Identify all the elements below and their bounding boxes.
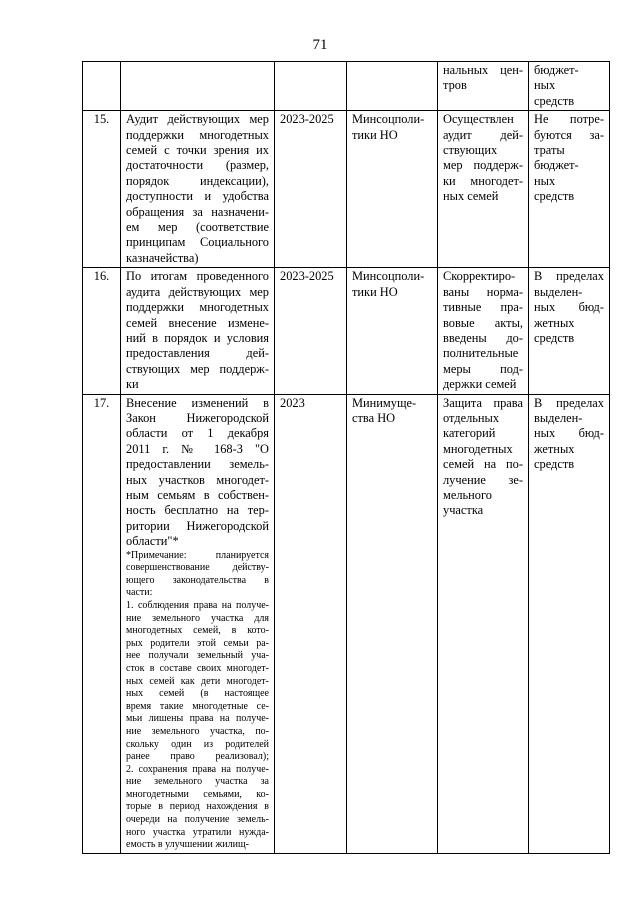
text-line: меры под- bbox=[443, 361, 523, 376]
text-line: ства НО bbox=[352, 410, 396, 425]
text-line: Аудит действующих мер bbox=[126, 112, 269, 127]
text-line: порядок индексации), bbox=[126, 173, 269, 188]
text-line: категорий bbox=[443, 426, 496, 441]
text-line: ных бюд- bbox=[534, 426, 604, 441]
text-line: В пределах bbox=[534, 269, 604, 284]
text-line: поддержки многодетных bbox=[126, 300, 269, 315]
text-line: очереди на получение земель- bbox=[126, 814, 269, 826]
text-line: аудит дей- bbox=[443, 127, 523, 142]
text-line: ритории Нижегородской bbox=[126, 518, 269, 533]
cell-period: 2023 bbox=[275, 394, 347, 853]
text-line: многодетными семьями, ко- bbox=[126, 788, 269, 800]
text-line: Осуществлен bbox=[443, 112, 514, 127]
text-line: тики НО bbox=[352, 127, 398, 142]
text-line: мер поддерж- bbox=[443, 158, 523, 173]
cell-result bbox=[438, 268, 529, 394]
text-line: ранее право реализовал); bbox=[126, 751, 269, 763]
text-line: совершенствование действу- bbox=[126, 562, 269, 574]
text-line: ного участка утратили нужда- bbox=[126, 826, 269, 838]
text-line: достаточности (размер, bbox=[126, 158, 269, 173]
text-line: Минсоцполи- bbox=[352, 269, 425, 284]
cell-funding bbox=[529, 62, 610, 111]
text-line: бюджет- bbox=[534, 158, 579, 173]
page-number: 71 bbox=[312, 37, 328, 53]
text-line: траты bbox=[534, 143, 565, 158]
cell-number: 15. bbox=[83, 111, 121, 268]
text-line: полнительные bbox=[443, 346, 519, 361]
text-line: ние земельного участка, по- bbox=[126, 725, 269, 737]
text-line: бюджет- bbox=[534, 63, 579, 77]
cell-measure bbox=[121, 268, 275, 394]
text-line: ющего законодательства в bbox=[126, 574, 269, 586]
text-line: ных bbox=[534, 78, 556, 93]
text-line: многодетных семей, в кото- bbox=[126, 625, 269, 637]
cell-funding bbox=[529, 394, 610, 853]
text-line: вовые акты, bbox=[443, 315, 523, 330]
text-line: рых родители этой семьи ра- bbox=[126, 637, 269, 649]
text-line: емость в улучшении жилищ- bbox=[126, 839, 250, 851]
text-line: ствующих bbox=[443, 143, 498, 158]
text-line: ки многодет- bbox=[443, 173, 523, 188]
text-line: ние земельного участка для bbox=[126, 612, 269, 624]
text-line: тики НО bbox=[352, 284, 398, 299]
cell-number: 17. bbox=[83, 394, 121, 853]
text-line: По итогам проведенного bbox=[126, 269, 269, 284]
text-line: сток в составе своих многодет- bbox=[126, 662, 269, 674]
text-line: *Примечание: планируется bbox=[126, 549, 269, 561]
text-line: ваны норма- bbox=[443, 284, 523, 299]
text-line: тров bbox=[443, 78, 467, 93]
text-line: участка bbox=[443, 503, 484, 518]
measure-note bbox=[126, 550, 269, 852]
text-line: ным семьям в собствен- bbox=[126, 487, 269, 502]
text-line: области от 1 декабря bbox=[126, 426, 269, 441]
cell-number: 16. bbox=[83, 268, 121, 394]
text-line: аудита действующих мер bbox=[126, 284, 269, 299]
text-line: нальных цен- bbox=[443, 63, 523, 77]
text-line: предоставления дей- bbox=[126, 346, 269, 361]
text-line: мельного bbox=[443, 487, 492, 502]
text-line: буются за- bbox=[534, 127, 604, 142]
text-line: 2. сохранения права на получе- bbox=[126, 763, 269, 775]
cell-funding bbox=[529, 111, 610, 268]
cell-funding bbox=[529, 268, 610, 394]
text-line: ние земельного участка за bbox=[126, 776, 269, 788]
cell-number bbox=[83, 62, 121, 111]
text-line: части: bbox=[126, 587, 153, 599]
text-line: Минимуще- bbox=[352, 395, 417, 410]
text-line: средств bbox=[534, 457, 575, 472]
cell-measure bbox=[121, 394, 275, 853]
text-line: Скорректиро- bbox=[443, 269, 516, 284]
text-line: 1. соблюдения права на получе- bbox=[126, 599, 269, 611]
text-line: ки bbox=[126, 377, 139, 392]
text-line: казначейства) bbox=[126, 250, 199, 265]
text-line: многодетных bbox=[443, 441, 513, 456]
text-line: Минсоцполи- bbox=[352, 112, 425, 127]
text-line: семей внесение измене- bbox=[126, 315, 269, 330]
text-line: выделен- bbox=[534, 410, 583, 425]
text-line: скольку один из родителей bbox=[126, 738, 269, 750]
text-line: принципам Социального bbox=[126, 235, 269, 250]
text-line: 2011 г. № 168-З "О bbox=[126, 441, 269, 456]
text-line: В пределах bbox=[534, 395, 604, 410]
table-row-continuation bbox=[83, 62, 610, 111]
text-line: семей на по- bbox=[443, 457, 523, 472]
cell-executor bbox=[347, 111, 438, 268]
measure-text bbox=[126, 396, 269, 550]
cell-executor bbox=[347, 394, 438, 853]
text-line: ствующих мер поддерж- bbox=[126, 361, 269, 376]
table-row bbox=[83, 394, 610, 853]
cell-executor bbox=[347, 268, 438, 394]
text-line: обращения за назначени- bbox=[126, 204, 269, 219]
text-line: жетных bbox=[534, 315, 575, 330]
text-line: средств bbox=[534, 189, 575, 204]
cell-period bbox=[275, 62, 347, 111]
text-line: ность бесплатно на тер- bbox=[126, 503, 269, 518]
cell-result bbox=[438, 62, 529, 111]
measures-table bbox=[82, 61, 610, 854]
text-line: предоставлении земель- bbox=[126, 457, 269, 472]
text-line: средств bbox=[534, 330, 575, 345]
text-line: ных bbox=[534, 173, 556, 188]
text-line: ных бюд- bbox=[534, 300, 604, 315]
text-line: ных участков многодет- bbox=[126, 472, 269, 487]
cell-result bbox=[438, 394, 529, 853]
text-line: ных семей (в настоящее bbox=[126, 688, 269, 700]
text-line: время такие многодетные се- bbox=[126, 700, 269, 712]
cell-period: 2023-2025 bbox=[275, 111, 347, 268]
text-line: держки семей bbox=[443, 377, 517, 392]
text-line: отдельных bbox=[443, 410, 500, 425]
cell-result bbox=[438, 111, 529, 268]
text-line: Внесение изменений в bbox=[126, 395, 269, 410]
text-line: жетных bbox=[534, 441, 575, 456]
text-line: доступности и удобства bbox=[126, 189, 269, 204]
table-row bbox=[83, 111, 610, 268]
text-line: введены до- bbox=[443, 330, 523, 345]
text-line: торые в период нахождения в bbox=[126, 801, 269, 813]
text-line: средств bbox=[534, 93, 575, 108]
text-line: Защита права bbox=[443, 395, 523, 410]
text-line: выделен- bbox=[534, 284, 583, 299]
text-line: ных семей как дети многодет- bbox=[126, 675, 269, 687]
text-line: ем мер (соответствие bbox=[126, 220, 269, 235]
table-row bbox=[83, 268, 610, 394]
cell-executor bbox=[347, 62, 438, 111]
text-line: ний в порядок и условия bbox=[126, 330, 269, 345]
text-line: ных семей bbox=[443, 189, 499, 204]
text-line: Закон Нижегородской bbox=[126, 410, 269, 425]
cell-measure bbox=[121, 62, 275, 111]
text-line: поддержки многодетных bbox=[126, 127, 269, 142]
cell-period: 2023-2025 bbox=[275, 268, 347, 394]
text-line: мьи лишены права на получе- bbox=[126, 713, 269, 725]
text-line: Не потре- bbox=[534, 112, 604, 127]
cell-measure bbox=[121, 111, 275, 268]
text-line: области"* bbox=[126, 534, 179, 549]
text-line: тивные пра- bbox=[443, 300, 523, 315]
text-line: нее получали земельный уча- bbox=[126, 650, 269, 662]
text-line: лучение зе- bbox=[443, 472, 523, 487]
text-line: семей с точки зрения их bbox=[126, 143, 269, 158]
